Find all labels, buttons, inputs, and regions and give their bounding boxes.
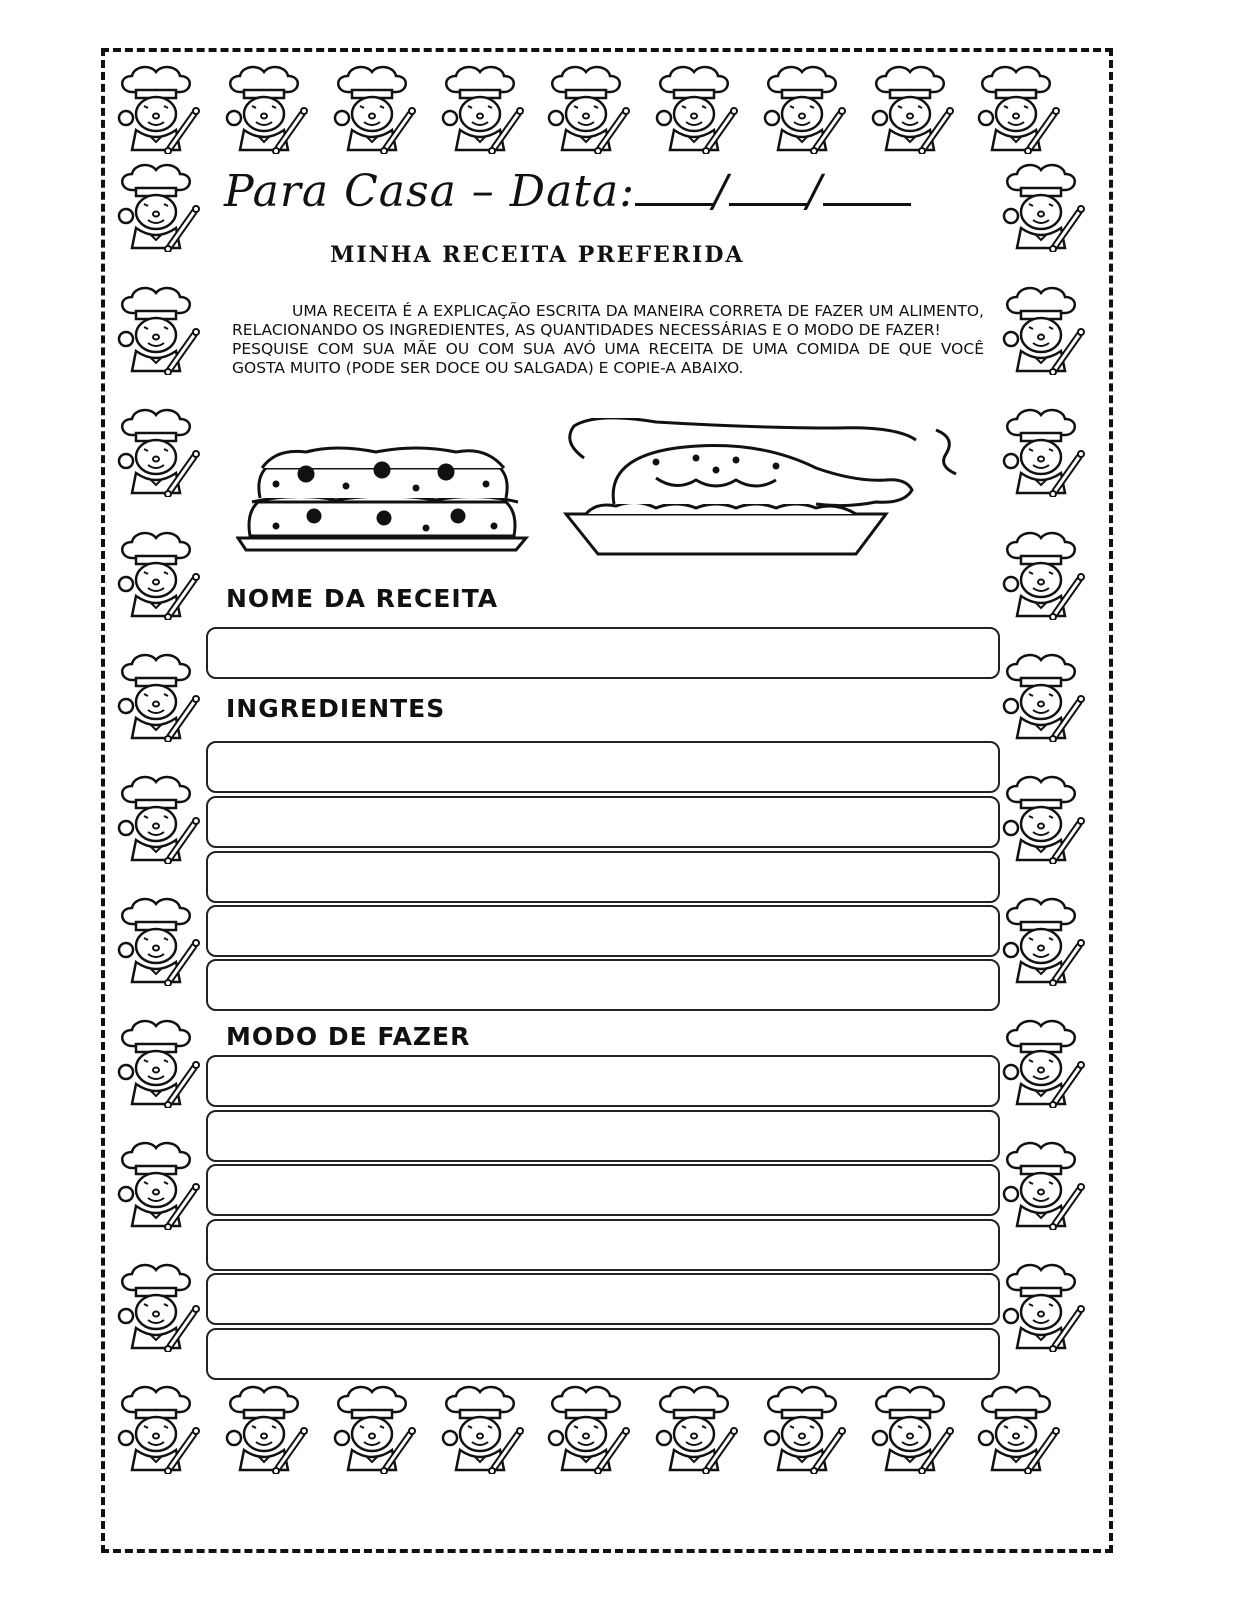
chef-icon — [864, 1382, 956, 1474]
ingredients-line[interactable] — [206, 959, 1000, 1011]
chef-icon — [218, 1382, 310, 1474]
chef-icon — [110, 772, 202, 864]
chef-icon — [864, 62, 956, 154]
chef-icon — [110, 1260, 202, 1352]
method-line[interactable] — [206, 1055, 1000, 1107]
method-line[interactable] — [206, 1110, 1000, 1162]
roast-chicken-icon — [566, 418, 956, 554]
chef-icon — [540, 1382, 632, 1474]
chef-icon — [970, 62, 1062, 154]
chef-icon — [434, 62, 526, 154]
chef-icon — [995, 283, 1087, 375]
chef-icon — [110, 283, 202, 375]
chef-icon — [648, 1382, 740, 1474]
chef-icon — [110, 1138, 202, 1230]
method-line[interactable] — [206, 1219, 1000, 1271]
date-year-blank[interactable] — [823, 169, 911, 206]
method-line[interactable] — [206, 1164, 1000, 1216]
chef-icon — [995, 650, 1087, 742]
date-day-blank[interactable] — [635, 169, 713, 206]
chef-icon — [110, 405, 202, 497]
chef-icon — [540, 62, 632, 154]
ingredients-line[interactable] — [206, 851, 1000, 903]
chef-icon — [970, 1382, 1062, 1474]
chef-icon — [326, 1382, 418, 1474]
chef-icon — [326, 62, 418, 154]
chef-icon — [110, 650, 202, 742]
chef-icon — [218, 62, 310, 154]
date-separator: / — [713, 166, 729, 217]
ingredients-label: INGREDIENTES — [226, 694, 446, 723]
chef-icon — [110, 160, 202, 252]
method-line[interactable] — [206, 1328, 1000, 1380]
chef-icon — [434, 1382, 526, 1474]
chef-icon — [995, 160, 1087, 252]
date-separator: / — [806, 166, 823, 217]
chef-icon — [995, 1260, 1087, 1352]
chef-icon — [110, 894, 202, 986]
date-month-blank[interactable] — [729, 169, 807, 206]
method-line[interactable] — [206, 1273, 1000, 1325]
lasagna-icon — [238, 448, 526, 550]
recipe-name-field[interactable] — [206, 627, 1000, 679]
chef-icon — [110, 1016, 202, 1108]
chef-icon — [110, 528, 202, 620]
chef-icon — [648, 62, 740, 154]
recipe-name-label: NOME DA RECEITA — [226, 584, 499, 613]
page-title: MINHA RECEITA PREFERIDA — [330, 242, 745, 268]
chef-icon — [756, 1382, 848, 1474]
food-illustration — [236, 418, 986, 558]
chef-icon — [110, 62, 202, 154]
chef-icon — [756, 62, 848, 154]
chef-icon — [995, 1016, 1087, 1108]
ingredients-line[interactable] — [206, 796, 1000, 848]
homework-date-header — [224, 166, 911, 217]
instructions-paragraph: UMA RECEITA É A EXPLICAÇÃO ESCRITA DA MANEIRA CORRETA DE FAZER UM ALIMENTO, RELACIONANDO OS INGREDIENTES, AS QUANTIDADES NECESSÁRIAS E O MODO DE FAZER! — [232, 302, 984, 339]
chef-icon — [995, 1138, 1087, 1230]
chef-icon — [110, 1382, 202, 1474]
chef-icon — [995, 528, 1087, 620]
chef-icon — [995, 894, 1087, 986]
chef-icon — [995, 772, 1087, 864]
homework-title: Para Casa – Data: — [224, 166, 636, 217]
ingredients-line[interactable] — [206, 741, 1000, 793]
method-label: MODO DE FAZER — [226, 1022, 471, 1051]
chef-icon — [995, 405, 1087, 497]
instructions-text — [232, 302, 984, 378]
ingredients-line[interactable] — [206, 905, 1000, 957]
instructions-paragraph: PESQUISE COM SUA MÃE OU COM SUA AVÓ UMA RECEITA DE UMA COMIDA DE QUE VOCÊ GOSTA MUITO (PODE SER DOCE OU SALGADA) E COPIE-A ABAIXO. — [232, 340, 984, 377]
